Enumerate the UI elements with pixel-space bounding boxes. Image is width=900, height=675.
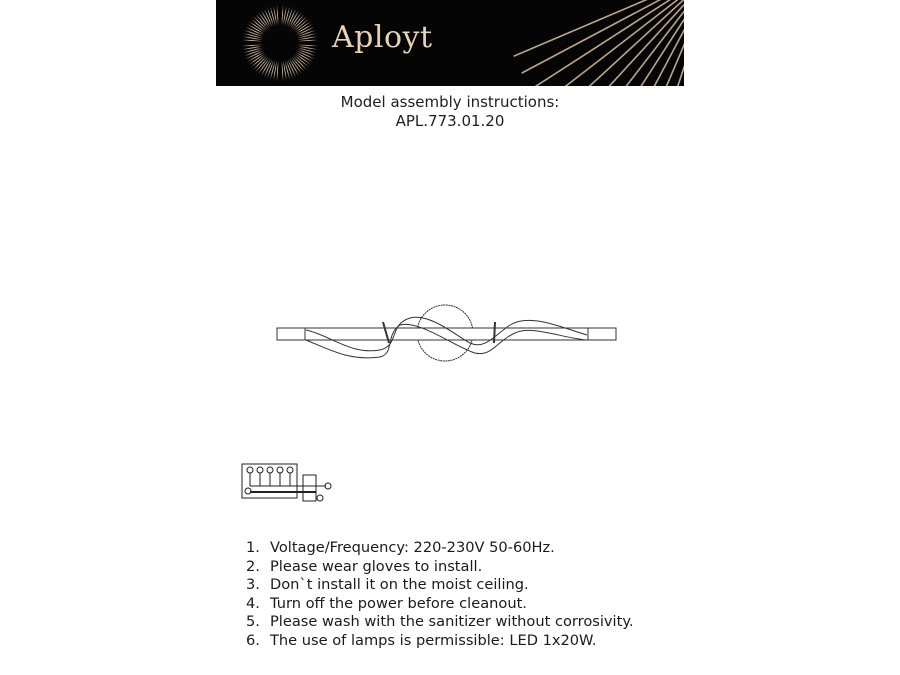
instruction-item: 6. The use of lamps is permissible: LED 1x20W. (246, 631, 597, 649)
model-number: APL.773.01.20 (395, 112, 505, 130)
sunburst-logo-icon (216, 0, 684, 86)
brand-name: Aployt (332, 20, 433, 55)
instruction-item: 1. Voltage/Frequency: 220-230V 50-60Hz. (246, 539, 555, 556)
document-title: Model assembly instructions: (340, 93, 560, 111)
instruction-item: 5. Please wash with the sanitizer without corrosivity. (246, 613, 634, 630)
instruction-item: 2. Please wear gloves to install. (246, 557, 483, 575)
instruction-item: 4. Turn off the power before cleanout. (246, 594, 527, 612)
instruction-item: 3. Don`t install it on the moist ceiling. (246, 576, 529, 593)
wiring-diagram (240, 462, 335, 504)
wall-lamp-drawing (270, 295, 620, 385)
instructions-list (246, 539, 634, 650)
brand-banner (216, 0, 684, 86)
